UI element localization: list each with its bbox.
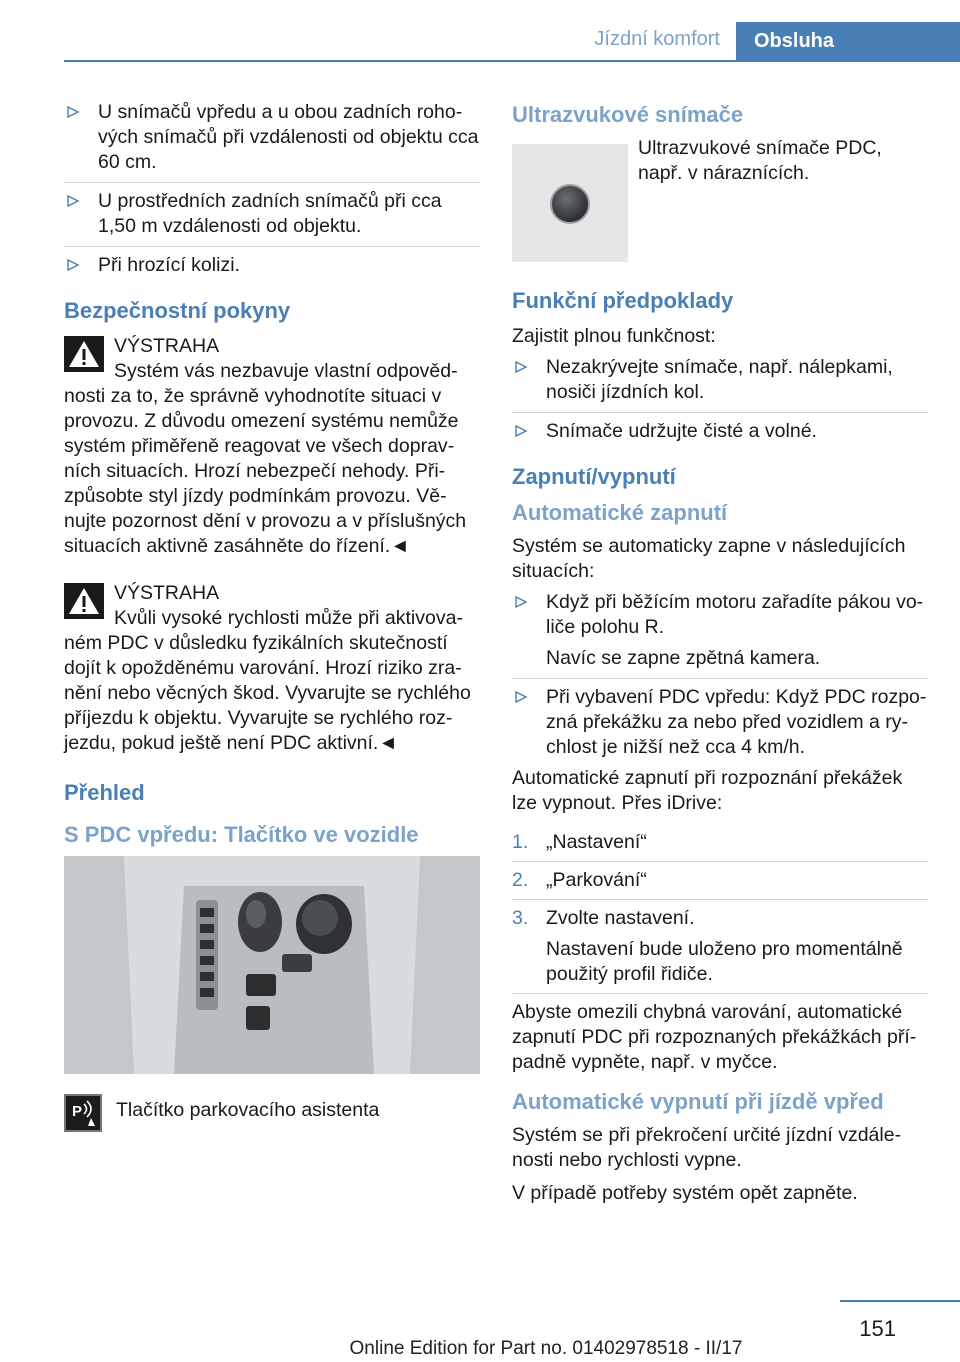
list-item: 3. Zvolte nastavení. Nastavení bude uloženo pro momentálně použitý profil řidiče. — [512, 906, 928, 994]
avoid-text: Abyste omezili chybná varování, automatické zapnutí PDC při rozpoznaných překážkách případně vypněte, např. v myčce. — [512, 1001, 917, 1073]
warning-block — [64, 581, 480, 756]
warning-block — [64, 334, 480, 559]
sensor-figure — [512, 136, 928, 272]
button-caption-row — [64, 1090, 480, 1132]
warning-triangle-icon — [64, 583, 104, 619]
ultrasonic-text: Ultrazvukové snímače PDC, např. v náraznících. — [638, 137, 882, 184]
func-heading: Funkční předpoklady — [512, 288, 734, 313]
warning-text: Systém vás nezbavuje vlastní odpovědnosti za to, že správně vyhodnotíte situaci v provozu. Z důvodu omezení systému nemůže systém přiměřeně reagovat ve všech dopravních situacích. Hrozí nebezpečí nehody. Přizpůsobte styl jízdy podmínkám provozu. Věnujte pozornost dění v provozu a v příslušných situacích aktivně zasáhněte do řízení.◄ — [64, 360, 467, 557]
ultrasonic-heading: Ultrazvukové snímače — [512, 102, 744, 127]
bullet-triangle-icon — [514, 424, 528, 438]
chapter-tab: Obsluha — [736, 22, 960, 62]
page-number: 151 — [859, 1316, 896, 1341]
sensor-icon — [550, 184, 590, 224]
auto-on-heading: Automatické zapnutí — [512, 500, 728, 525]
page-header — [64, 0, 960, 62]
pdc-front-heading: S PDC vpředu: Tlačítko ve vozidle — [64, 822, 419, 847]
auto-on-disable-text: Automatické zapnutí při rozpoznání překážek lze vypnout. Přes iDrive: — [512, 767, 903, 814]
parking-assist-button-icon — [64, 1094, 102, 1132]
bullet-triangle-icon — [514, 595, 528, 609]
bullet-triangle-icon — [66, 194, 80, 208]
list-item: U prostředních zadních snímačů při cca 1,50 m vzdálenosti od objektu. — [64, 189, 480, 247]
auto-on-bullets — [512, 590, 928, 760]
onoff-heading: Zapnutí/vypnutí — [512, 464, 676, 489]
ultrasonic-sensor-image — [512, 144, 628, 262]
bullet-triangle-icon — [66, 258, 80, 272]
left-column — [64, 100, 480, 1132]
button-caption: Tlačítko parkovacího asistenta — [116, 1099, 380, 1121]
warning-triangle-icon — [64, 336, 104, 372]
list-item: Když při běžícím motoru zařadíte pákou voliče polohu R. Navíc se zapne zpětná kamera. — [512, 590, 928, 679]
footer-rule — [840, 1300, 960, 1302]
right-column — [512, 100, 928, 1206]
warning-text: Kvůli vysoké rychlosti může při aktivovaném PDC v důsledku fyzikálních skutečností dojít k opožděnému varování. Hrozí riziko zranění nebo věcných škod. Vyvarujte se rychlého příjezdu k objektu. Vyvarujte se rychlého rozjezdu, pokud ještě není PDC aktivní.◄ — [64, 607, 471, 754]
list-item: Snímače udržujte čisté a volné. — [512, 419, 928, 444]
list-item: 1. „Nastavení“ — [512, 830, 928, 862]
edition-text: Online Edition for Part no. 01402978518 - II/17 — [349, 1338, 743, 1359]
svg-text:P: P — [72, 1103, 83, 1120]
safety-heading: Bezpečnostní pokyny — [64, 298, 291, 323]
list-item: 2. „Parkování“ — [512, 868, 928, 900]
bullet-triangle-icon — [514, 360, 528, 374]
auto-off-text: Systém se při překročení určité jízdní vzdálenosti nebo rychlosti vypne. — [512, 1124, 902, 1171]
warning-title: VÝSTRAHA — [114, 335, 220, 357]
center-console-photo — [64, 856, 480, 1074]
distance-bullets — [64, 100, 480, 278]
idrive-steps — [512, 830, 928, 994]
auto-on-text: Systém se automaticky zapne v následujících situacích: — [512, 535, 906, 582]
bullet-triangle-icon — [514, 690, 528, 704]
func-intro: Zajistit plnou funkčnost: — [512, 325, 716, 347]
list-item: Při vybavení PDC vpředu: Když PDC rozpozná překážku za nebo před vozidlem a rychlost je nižší než cca 4 km/h. — [512, 685, 928, 760]
auto-off-heading: Automatické vypnutí při jízdě vpřed — [512, 1089, 884, 1114]
list-item: U snímačů vpředu a u obou zadních rohových snímačů při vzdálenosti od objektu cca 60 cm. — [64, 100, 480, 183]
section-title: Jízdní komfort — [594, 28, 720, 50]
bullet-triangle-icon — [66, 105, 80, 119]
auto-off-text: V případě potřeby systém opět zapněte. — [512, 1182, 858, 1204]
list-item: Nezakrývejte snímače, např. nálepkami, nosiči jízdních kol. — [512, 355, 928, 413]
warning-title: VÝSTRAHA — [114, 582, 220, 604]
func-bullets — [512, 355, 928, 444]
list-item: Při hrozící kolizi. — [64, 253, 480, 278]
overview-heading: Přehled — [64, 780, 145, 805]
